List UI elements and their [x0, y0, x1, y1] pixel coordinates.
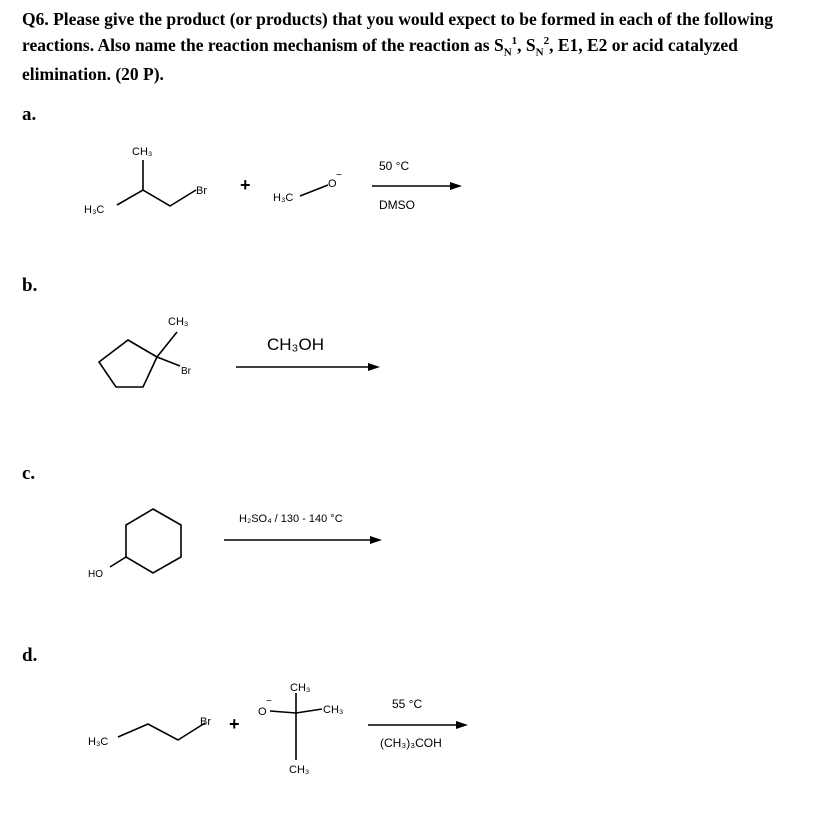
reagent-d-tert-butoxide	[270, 693, 322, 760]
part-b-label: b.	[22, 275, 38, 296]
condition-solvent: CH₃OH	[267, 335, 324, 354]
reactant-b-cyclopentyl-bromide	[99, 332, 180, 387]
methoxide-bond	[300, 185, 328, 196]
condition-solvent: DMSO	[379, 198, 415, 212]
arrow-head	[450, 182, 462, 190]
charge-label: −	[336, 170, 342, 181]
question-text: Q6. Please give the product (or products) that you would expect to be formed in each of the following reactions. Also name the reaction mechanism of the reaction as $S_N^1$, $S_N^2$, E1, E2 or acid catalyzed elimination. (20 P).	[22, 9, 773, 85]
plus-sign: +	[229, 714, 240, 734]
plus-sign: +	[240, 175, 251, 195]
part-d-label: d.	[22, 645, 38, 666]
part-a-label: a.	[22, 104, 37, 125]
hydroxyl-label: HO	[88, 569, 103, 580]
arrow-head	[368, 363, 380, 371]
bromine-label: Br	[200, 716, 211, 728]
part-c-label: c.	[22, 463, 36, 484]
methyl-label: CH₃	[290, 682, 311, 694]
methyl-label: CH₃	[323, 704, 344, 716]
reagent-methyl-label: H₃C	[273, 192, 294, 204]
condition-acid-temperature: H₂SO₄ / 130 - 140 °C	[239, 513, 343, 525]
methyl-label: H₃C	[88, 736, 109, 748]
reaction-c-scheme	[0, 495, 820, 595]
condition-temperature: 55 °C	[392, 697, 423, 711]
condition-solvent: (CH₃)₃COH	[380, 736, 442, 750]
methyl-label: CH₃	[132, 146, 153, 158]
reactant-d-bromopropane	[118, 723, 205, 740]
arrow-head	[370, 536, 382, 544]
oxygen-label: O	[258, 706, 267, 718]
charge-label: −	[266, 696, 272, 707]
methyl-label: CH₃	[168, 316, 189, 328]
reaction-a-scheme	[0, 130, 820, 230]
condition-temperature: 50 °C	[379, 159, 410, 173]
methyl-label: CH₃	[289, 764, 310, 776]
oxygen-label: O	[328, 178, 337, 190]
bromine-label: Br	[181, 366, 191, 377]
bromine-label: Br	[196, 185, 207, 197]
reactant-a-bromide	[117, 160, 196, 206]
methyl-label: H₃C	[84, 204, 105, 216]
reaction-d-scheme	[0, 675, 820, 795]
reaction-b-scheme	[0, 305, 820, 405]
reactant-c-cyclohexylmethanol	[110, 509, 181, 573]
arrow-head	[456, 721, 468, 729]
